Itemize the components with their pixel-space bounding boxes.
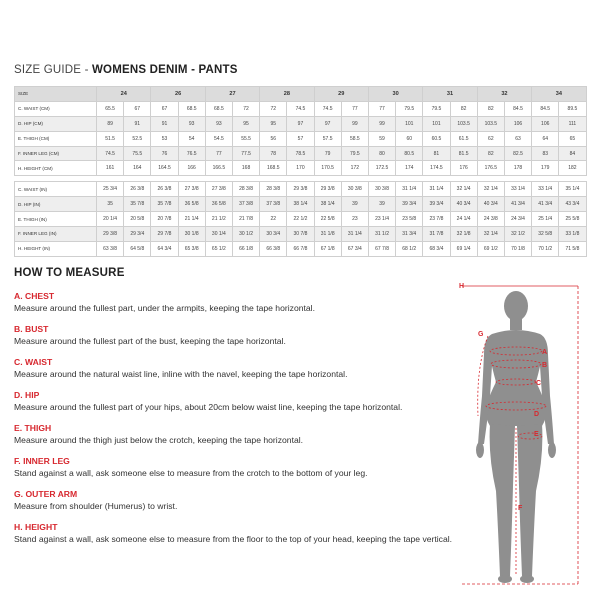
label-b: B — [542, 362, 548, 369]
value-cell: 70 1/2 — [532, 241, 559, 256]
size-header-cell: 26 — [151, 87, 205, 102]
label-a: A — [542, 349, 548, 356]
value-cell: 84.5 — [504, 101, 531, 116]
value-cell: 27 3/8 — [178, 182, 205, 197]
page-title — [14, 64, 238, 76]
value-cell: 97 — [287, 116, 314, 131]
value-cell: 30 1/2 — [232, 227, 259, 242]
value-cell: 22 1/2 — [287, 212, 314, 227]
value-cell: 101 — [396, 116, 423, 131]
measure-item-height — [14, 522, 453, 545]
value-cell: 82 — [450, 101, 477, 116]
value-cell: 168 — [232, 161, 259, 176]
value-cell: 25 5/8 — [559, 212, 586, 227]
value-cell: 69 1/4 — [450, 241, 477, 256]
value-cell: 30 7/8 — [287, 227, 314, 242]
measure-item-chest — [14, 291, 444, 314]
value-cell: 161 — [97, 161, 124, 176]
value-cell: 68.5 — [178, 101, 205, 116]
value-cell: 41 3/4 — [504, 197, 531, 212]
value-cell: 59 — [368, 131, 395, 146]
measure-title: E. THIGH — [14, 423, 52, 433]
value-cell: 79 — [314, 146, 341, 161]
measure-instructions — [14, 291, 453, 555]
value-cell: 37 3/8 — [232, 197, 259, 212]
value-cell: 101 — [423, 116, 450, 131]
value-cell: 28 3/8 — [232, 182, 259, 197]
value-cell: 22 — [260, 212, 287, 227]
size-header-cell: 32 — [477, 87, 531, 102]
female-silhouette-illustration — [456, 276, 596, 596]
value-cell: 170.5 — [314, 161, 341, 176]
value-cell: 24 3/4 — [504, 212, 531, 227]
label-g: G — [478, 331, 484, 338]
value-cell: 63 — [504, 131, 531, 146]
value-cell: 82 — [477, 101, 504, 116]
measure-desc: Stand against a wall, ask someone else to measure from the floor to the top of your head, keeping the tape vertical. — [14, 534, 453, 544]
label-e: E — [534, 431, 539, 438]
value-cell: 89 — [97, 116, 124, 131]
value-cell: 66 7/8 — [287, 241, 314, 256]
value-cell: 74.5 — [97, 146, 124, 161]
value-cell: 65 — [559, 131, 586, 146]
value-cell: 54 — [178, 131, 205, 146]
value-cell: 64 3/4 — [151, 241, 178, 256]
value-cell: 40 3/4 — [477, 197, 504, 212]
row-label-cell: C. WAIST (CM) — [15, 101, 97, 116]
value-cell: 82.5 — [504, 146, 531, 161]
value-cell: 37 3/8 — [260, 197, 287, 212]
size-header-cell: 27 — [205, 87, 259, 102]
value-cell: 106 — [504, 116, 531, 131]
table-row — [15, 101, 587, 116]
value-cell: 106 — [532, 116, 559, 131]
value-cell: 99 — [368, 116, 395, 131]
table-row — [15, 182, 587, 197]
value-cell: 69 1/2 — [477, 241, 504, 256]
value-cell: 170 — [287, 161, 314, 176]
row-label-cell: E. THIGH (IN) — [15, 212, 97, 227]
value-cell: 62 — [477, 131, 504, 146]
value-cell: 83 — [532, 146, 559, 161]
value-cell: 67 1/8 — [314, 241, 341, 256]
label-h: H — [459, 283, 465, 290]
value-cell: 35 — [97, 197, 124, 212]
value-cell: 60 — [396, 131, 423, 146]
value-cell: 179 — [532, 161, 559, 176]
value-cell: 38 1/4 — [314, 197, 341, 212]
value-cell: 21 1/4 — [178, 212, 205, 227]
measure-title: H. HEIGHT — [14, 522, 58, 532]
value-cell: 65 1/2 — [205, 241, 232, 256]
value-cell: 54.5 — [205, 131, 232, 146]
value-cell: 77 — [368, 101, 395, 116]
value-cell: 20 1/4 — [97, 212, 124, 227]
table-row — [15, 161, 587, 176]
value-cell: 56 — [260, 131, 287, 146]
value-cell: 23 — [341, 212, 368, 227]
value-cell: 178 — [504, 161, 531, 176]
value-cell: 33 1/4 — [504, 182, 531, 197]
row-label-cell: F. INNER LEG (IN) — [15, 227, 97, 242]
measure-item-waist — [14, 357, 444, 380]
measure-item-hip — [14, 390, 444, 413]
value-cell: 57.5 — [314, 131, 341, 146]
row-label-cell: F. INNER LEG (CM) — [15, 146, 97, 161]
table-row — [15, 241, 587, 256]
value-cell: 20 5/8 — [124, 212, 151, 227]
value-cell: 58.5 — [341, 131, 368, 146]
value-cell: 76.5 — [178, 146, 205, 161]
value-cell: 36 5/8 — [178, 197, 205, 212]
value-cell: 77 — [205, 146, 232, 161]
value-cell: 35 7/8 — [124, 197, 151, 212]
measure-desc: Measure around the fullest part, under the armpits, keeping the tape horizontal. — [14, 303, 315, 313]
body-measurement-figure — [456, 276, 596, 596]
value-cell: 77 — [341, 101, 368, 116]
size-header-row — [15, 87, 587, 102]
value-cell: 81.5 — [450, 146, 477, 161]
value-cell: 32 5/8 — [532, 227, 559, 242]
table-row — [15, 131, 587, 146]
value-cell: 21 1/2 — [205, 212, 232, 227]
measure-desc: Stand against a wall, ask someone else to measure from the crotch to the bottom of your leg. — [14, 468, 368, 478]
value-cell: 36 5/8 — [205, 197, 232, 212]
value-cell: 164.5 — [151, 161, 178, 176]
value-cell: 182 — [559, 161, 586, 176]
value-cell: 67 7/8 — [368, 241, 395, 256]
value-cell: 111 — [559, 116, 586, 131]
measure-desc: Measure around the fullest part of the bust, keeping the tape horizontal. — [14, 336, 286, 346]
size-label-cell: SIZE — [15, 87, 97, 102]
size-guide-table — [14, 86, 587, 257]
value-cell: 21 7/8 — [232, 212, 259, 227]
value-cell: 95 — [232, 116, 259, 131]
value-cell: 91 — [151, 116, 178, 131]
value-cell: 28 3/8 — [260, 182, 287, 197]
value-cell: 99 — [341, 116, 368, 131]
measure-item-inner-leg — [14, 456, 444, 479]
size-header-cell: 29 — [314, 87, 368, 102]
value-cell: 20 7/8 — [151, 212, 178, 227]
value-cell: 172.5 — [368, 161, 395, 176]
value-cell: 174.5 — [423, 161, 450, 176]
value-cell: 29 3/8 — [314, 182, 341, 197]
measure-title: D. HIP — [14, 390, 40, 400]
value-cell: 33 1/8 — [559, 227, 586, 242]
row-label-cell: E. THIGH (CM) — [15, 131, 97, 146]
value-cell: 31 1/4 — [341, 227, 368, 242]
value-cell: 41 3/4 — [532, 197, 559, 212]
value-cell: 27 3/8 — [205, 182, 232, 197]
value-cell: 63 3/8 — [97, 241, 124, 256]
title-main: WOMENS DENIM - PANTS — [92, 64, 238, 76]
value-cell: 64 5/8 — [124, 241, 151, 256]
value-cell: 72 — [260, 101, 287, 116]
value-cell: 103.5 — [477, 116, 504, 131]
value-cell: 39 3/4 — [423, 197, 450, 212]
value-cell: 57 — [287, 131, 314, 146]
row-label-cell: D. HIP (IN) — [15, 197, 97, 212]
value-cell: 84 — [559, 146, 586, 161]
label-f: F — [518, 505, 523, 512]
measure-item-bust — [14, 324, 444, 347]
value-cell: 95 — [260, 116, 287, 131]
value-cell: 82 — [477, 146, 504, 161]
value-cell: 75.5 — [124, 146, 151, 161]
value-cell: 166 — [178, 161, 205, 176]
value-cell: 35 7/8 — [151, 197, 178, 212]
row-label-cell: H. HEIGHT (IN) — [15, 241, 97, 256]
value-cell: 32 1/8 — [450, 227, 477, 242]
value-cell: 25 1/4 — [532, 212, 559, 227]
value-cell: 79.5 — [396, 101, 423, 116]
measure-item-outer-arm — [14, 489, 444, 512]
value-cell: 79.5 — [423, 101, 450, 116]
value-cell: 60.5 — [423, 131, 450, 146]
value-cell: 30 3/4 — [260, 227, 287, 242]
value-cell: 77.5 — [232, 146, 259, 161]
value-cell: 24 1/4 — [450, 212, 477, 227]
title-prefix: SIZE GUIDE - — [14, 64, 92, 76]
value-cell: 74.5 — [314, 101, 341, 116]
size-header-cell: 30 — [368, 87, 422, 102]
size-header-cell: 31 — [423, 87, 477, 102]
measure-title: G. OUTER ARM — [14, 489, 78, 499]
table-row — [15, 212, 587, 227]
value-cell: 174 — [396, 161, 423, 176]
value-cell: 30 3/8 — [341, 182, 368, 197]
value-cell: 26 3/8 — [151, 182, 178, 197]
value-cell: 66 3/8 — [260, 241, 287, 256]
value-cell: 93 — [178, 116, 205, 131]
row-label-cell: H. HEIGHT (CM) — [15, 161, 97, 176]
value-cell: 31 1/2 — [368, 227, 395, 242]
size-header-cell: 28 — [260, 87, 314, 102]
value-cell: 79.5 — [341, 146, 368, 161]
value-cell: 23 7/8 — [423, 212, 450, 227]
value-cell: 29 7/8 — [151, 227, 178, 242]
value-cell: 23 5/8 — [396, 212, 423, 227]
table-row — [15, 227, 587, 242]
table-row — [15, 116, 587, 131]
value-cell: 25 3/4 — [97, 182, 124, 197]
value-cell: 67 — [151, 101, 178, 116]
value-cell: 103.5 — [450, 116, 477, 131]
value-cell: 70 1/8 — [504, 241, 531, 256]
value-cell: 55.5 — [232, 131, 259, 146]
value-cell: 31 7/8 — [423, 227, 450, 242]
value-cell: 65 3/8 — [178, 241, 205, 256]
size-header-cell: 24 — [97, 87, 151, 102]
value-cell: 39 3/4 — [396, 197, 423, 212]
value-cell: 68 1/2 — [396, 241, 423, 256]
value-cell: 67 3/4 — [341, 241, 368, 256]
value-cell: 66 1/8 — [232, 241, 259, 256]
value-cell: 40 3/4 — [450, 197, 477, 212]
value-cell: 166.5 — [205, 161, 232, 176]
measure-title: C. WAIST — [14, 357, 53, 367]
value-cell: 89.5 — [559, 101, 586, 116]
value-cell: 32 1/2 — [504, 227, 531, 242]
value-cell: 32 1/4 — [477, 227, 504, 242]
size-header-cell: 34 — [532, 87, 586, 102]
value-cell: 68 3/4 — [423, 241, 450, 256]
value-cell: 22 5/8 — [314, 212, 341, 227]
value-cell: 52.5 — [124, 131, 151, 146]
value-cell: 164 — [124, 161, 151, 176]
value-cell: 72 — [232, 101, 259, 116]
value-cell: 30 1/8 — [178, 227, 205, 242]
value-cell: 30 1/4 — [205, 227, 232, 242]
measure-title: F. INNER LEG — [14, 456, 70, 466]
value-cell: 176 — [450, 161, 477, 176]
value-cell: 39 — [368, 197, 395, 212]
measure-desc: Measure around the natural waist line, inline with the navel, keeping the tape horizontal. — [14, 369, 348, 379]
measure-title: B. BUST — [14, 324, 49, 334]
table-row — [15, 146, 587, 161]
value-cell: 33 1/4 — [532, 182, 559, 197]
value-cell: 39 — [341, 197, 368, 212]
row-label-cell: D. HIP (CM) — [15, 116, 97, 131]
measure-item-thigh — [14, 423, 444, 446]
value-cell: 61.5 — [450, 131, 477, 146]
value-cell: 76 — [151, 146, 178, 161]
value-cell: 31 1/8 — [314, 227, 341, 242]
value-cell: 68.5 — [205, 101, 232, 116]
value-cell: 80.5 — [396, 146, 423, 161]
value-cell: 35 1/4 — [559, 182, 586, 197]
value-cell: 31 3/4 — [396, 227, 423, 242]
value-cell: 80 — [368, 146, 395, 161]
value-cell: 67 — [124, 101, 151, 116]
measure-desc: Measure around the fullest part of your hips, about 20cm below waist line, keeping the tape horizontal. — [14, 402, 403, 412]
row-label-cell: C. WAIST (IN) — [15, 182, 97, 197]
value-cell: 32 1/4 — [450, 182, 477, 197]
value-cell: 30 3/8 — [368, 182, 395, 197]
how-to-measure-heading: HOW TO MEASURE — [14, 267, 125, 279]
value-cell: 91 — [124, 116, 151, 131]
label-d: D — [534, 411, 540, 418]
value-cell: 29 3/8 — [287, 182, 314, 197]
value-cell: 23 1/4 — [368, 212, 395, 227]
measure-title: A. CHEST — [14, 291, 55, 301]
label-c: C — [536, 380, 542, 387]
value-cell: 43 3/4 — [559, 197, 586, 212]
value-cell: 32 1/4 — [477, 182, 504, 197]
value-cell: 93 — [205, 116, 232, 131]
value-cell: 29 3/4 — [124, 227, 151, 242]
value-cell: 97 — [314, 116, 341, 131]
value-cell: 84.5 — [532, 101, 559, 116]
value-cell: 74.5 — [287, 101, 314, 116]
value-cell: 78 — [260, 146, 287, 161]
value-cell: 31 1/4 — [423, 182, 450, 197]
value-cell: 26 3/8 — [124, 182, 151, 197]
value-cell: 38 1/4 — [287, 197, 314, 212]
value-cell: 29 3/8 — [97, 227, 124, 242]
value-cell: 53 — [151, 131, 178, 146]
measure-desc: Measure around the thigh just below the crotch, keeping the tape horizontal. — [14, 435, 304, 445]
value-cell: 65.5 — [97, 101, 124, 116]
value-cell: 78.5 — [287, 146, 314, 161]
value-cell: 71 5/8 — [559, 241, 586, 256]
value-cell: 81 — [423, 146, 450, 161]
value-cell: 172 — [341, 161, 368, 176]
value-cell: 24 3/8 — [477, 212, 504, 227]
value-cell: 176.5 — [477, 161, 504, 176]
value-cell: 31 1/4 — [396, 182, 423, 197]
value-cell: 64 — [532, 131, 559, 146]
value-cell: 51.5 — [97, 131, 124, 146]
value-cell: 168.5 — [260, 161, 287, 176]
measure-desc: Measure from shoulder (Humerus) to wrist. — [14, 501, 178, 511]
table-row — [15, 197, 587, 212]
